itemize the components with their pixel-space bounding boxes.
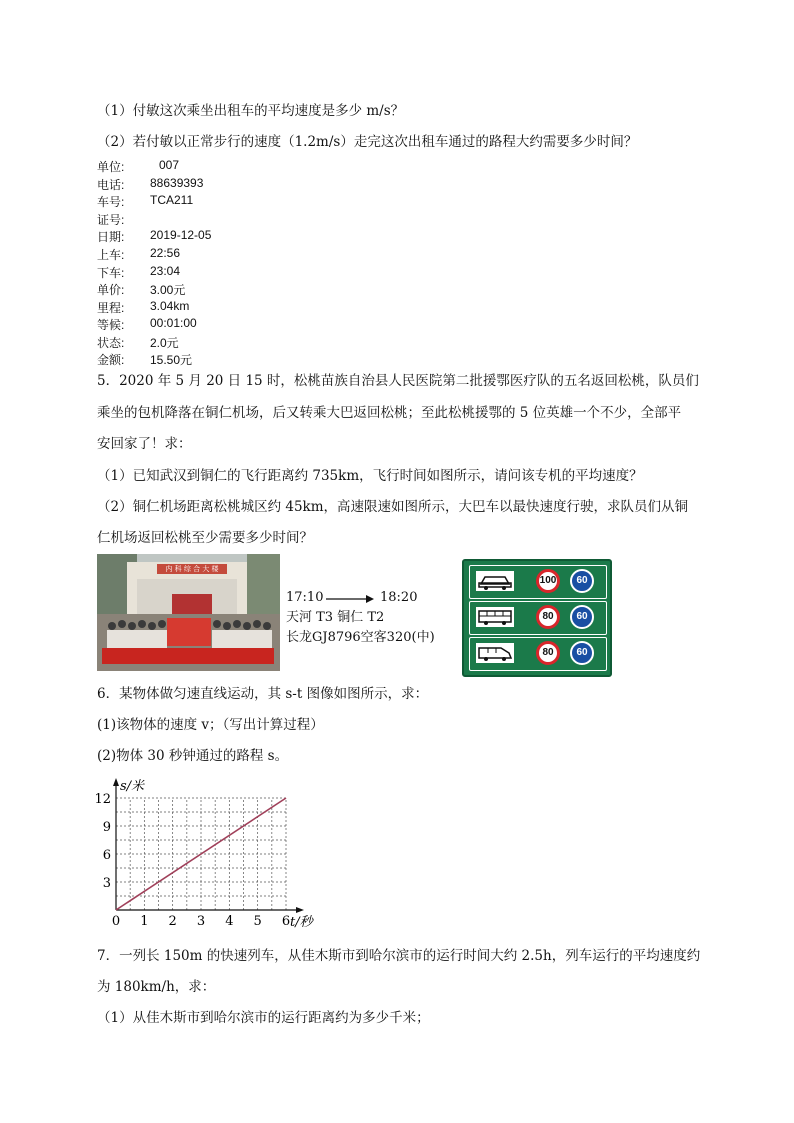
receipt-value: 22:56: [150, 246, 181, 260]
y-tick-label: 12: [96, 792, 111, 807]
receipt-value: 88639393: [150, 176, 204, 190]
q4-part2: （2）若付敏以正常步行的速度（1.2m/s）走完这次出租车通过的路程大约需要多少时间？: [97, 134, 638, 150]
car-icon: [476, 571, 514, 591]
q5-intro-line3: 安回家了！求：: [97, 436, 192, 452]
sign-row-car: [469, 565, 607, 599]
y-tick-label: 9: [102, 820, 111, 835]
receipt-label: 日期:: [97, 230, 125, 244]
receipt-value: 2.0元: [150, 336, 179, 350]
y-tick-label: 6: [102, 848, 111, 863]
s-t-chart-svg: [96, 770, 336, 940]
q5-part1: （1）已知武汉到铜仁的飞行距离约 735km，飞行时间如图所示，请问该专机的平均速度？: [97, 468, 643, 484]
receipt-value: TCA211: [150, 193, 194, 207]
flight-airports: 天河 T3 铜仁 T2: [286, 610, 385, 625]
x-tick-label: 4: [225, 914, 234, 929]
y-axis-label: s/米: [120, 779, 145, 794]
q7-part1: （1）从佳木斯市到哈尔滨市的运行距离约为多少千米；: [97, 1010, 430, 1026]
x-axis-arrow: [296, 907, 304, 913]
s-t-chart: [96, 770, 336, 940]
depart-time: 17:10: [286, 590, 324, 605]
receipt-label: 单位:: [97, 160, 125, 174]
q6-part1: (1)该物体的速度 v；（写出计算过程）: [97, 717, 324, 733]
x-tick-label: 0: [111, 914, 121, 929]
receipt-value: 23:04: [150, 264, 181, 278]
receipt-label: 单价:: [97, 283, 125, 297]
receipt-label: 证号:: [97, 213, 125, 227]
speed-sign-blue: 60: [570, 605, 594, 629]
flight-number: 长龙GJ8796空客320(中): [286, 630, 435, 645]
x-tick-label: 2: [168, 914, 177, 929]
q6-part2: (2)物体 30 秒钟通过的路程 s。: [97, 748, 289, 764]
q5-intro-line2: 乘坐的包机降落在铜仁机场，后又转乘大巴返回松桃；至此松桃援鄂的 5 位英雄一个不少，全部平: [97, 405, 682, 421]
x-tick-label: 6: [281, 914, 291, 929]
receipt-label: 车号:: [97, 195, 125, 209]
receipt-value: 15.50元: [150, 353, 193, 367]
van-icon: [476, 643, 514, 663]
q4-part1: （1）付敏这次乘坐出租车的平均速度是多少 m/s？: [97, 103, 405, 119]
receipt-label: 下车:: [97, 266, 125, 280]
arrow-right-icon: [326, 594, 374, 604]
x-tick-label: 5: [253, 914, 262, 929]
min-speed-sign: 80: [536, 605, 560, 629]
building-sign-text: 内 科 综 合 大 楼: [165, 565, 219, 573]
q7-intro-line2: 为 180km/h，求：: [97, 979, 216, 995]
min-speed-sign: 80: [536, 641, 560, 665]
receipt-label: 金额:: [97, 353, 125, 367]
q5-part2-line1: （2）铜仁机场距离松桃城区约 45km，高速限速如图所示，大巴车以最快速度行驶，求队员们从铜: [97, 499, 689, 515]
q5-part2-line2: 仁机场返回松桃至少需要多少时间？: [97, 530, 313, 546]
sign-row-van: [469, 637, 607, 671]
speed-sign-blue: 60: [570, 569, 594, 593]
x-tick-label: 3: [196, 914, 206, 929]
receipt-label: 等候:: [97, 318, 125, 332]
bus-icon: [476, 607, 514, 627]
flight-info: [286, 588, 435, 648]
receipt-value: 00:01:00: [150, 316, 197, 330]
receipt-value: 3.04km: [150, 299, 190, 313]
min-speed-sign: 100: [536, 569, 560, 593]
receipt-value: 007: [159, 158, 180, 172]
y-tick-label: 3: [102, 876, 111, 891]
q7-intro-line1: 7．一列长 150m 的快速列车，从佳木斯市到哈尔滨市的运行时间大约 2.5h，列车运行的平均速度约: [97, 948, 701, 964]
q5-intro-line1: 5．2020 年 5 月 20 日 15 时，松桃苗族自治县人民医院第二批援鄂医疗队的五名返回松桃，队员们: [97, 373, 699, 389]
x-tick-label: 1: [140, 914, 149, 929]
receipt-label: 上车:: [97, 248, 125, 262]
receipt-label: 电话:: [97, 178, 125, 192]
x-axis-label: t/秒: [290, 915, 313, 930]
y-axis-arrow: [113, 778, 119, 786]
receipt-value: 2019-12-05: [150, 228, 212, 242]
arrive-time: 18:20: [380, 590, 418, 605]
receipt-label: 里程:: [97, 301, 125, 315]
q6-intro: 6．某物体做匀速直线运动，其 s-t 图像如图所示，求：: [97, 686, 429, 702]
flight-times: [286, 588, 416, 608]
speed-sign-blue: 60: [570, 641, 594, 665]
receipt-value: 3.00元: [150, 283, 186, 297]
sign-row-bus: [469, 601, 607, 635]
receipt-label: 状态:: [97, 336, 125, 350]
medical-team-photo: [97, 554, 280, 671]
speed-limit-signboard: [462, 559, 612, 677]
